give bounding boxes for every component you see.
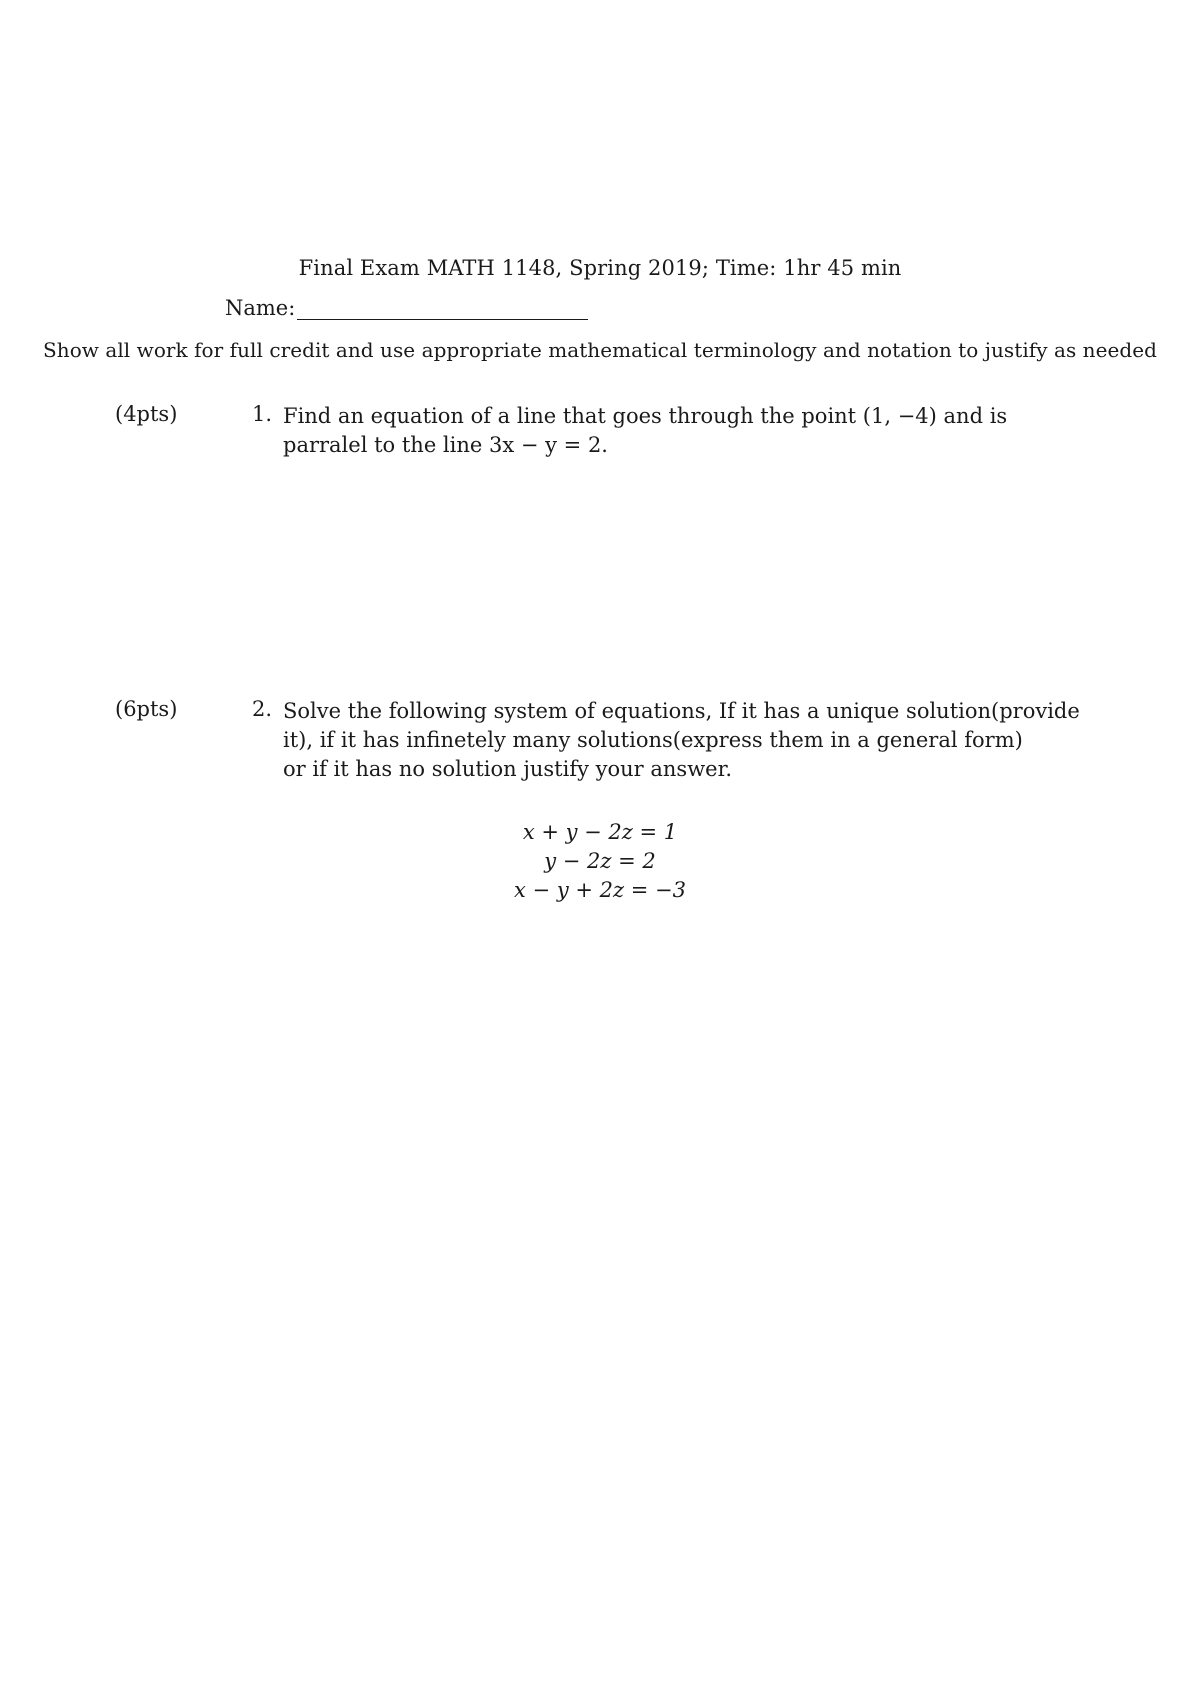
equation: x + y − 2z = 1 bbox=[522, 820, 678, 844]
problem-number: 2. bbox=[252, 697, 273, 721]
problem-text-line: it), if it has infinetely many solutions(express them in a general form) bbox=[283, 728, 1023, 752]
name-field-row bbox=[225, 296, 588, 320]
equation-system bbox=[0, 818, 1200, 905]
problem-text-line: or if it has no solution justify your answer. bbox=[283, 757, 733, 781]
problem-text-line: parralel to the line 3x − y = 2. bbox=[283, 433, 608, 457]
name-label: Name: bbox=[225, 296, 296, 320]
problem-points: (6pts) bbox=[115, 697, 178, 721]
equation: y − 2z = 2 bbox=[544, 849, 656, 873]
problem-points: (4pts) bbox=[115, 402, 178, 426]
problem-text bbox=[283, 697, 1080, 784]
problem-text-line: Solve the following system of equations, If it has a unique solution(provide bbox=[283, 699, 1080, 723]
problem-text-line: Find an equation of a line that goes through the point (1, −4) and is bbox=[283, 404, 1008, 428]
equation: x − y + 2z = −3 bbox=[514, 878, 686, 902]
instructions: Show all work for full credit and use appropriate mathematical terminology and notation to justify as needed bbox=[43, 338, 1157, 362]
name-blank-line bbox=[297, 297, 588, 320]
exam-title: Final Exam MATH 1148, Spring 2019; Time: 1hr 45 min bbox=[298, 256, 902, 280]
problem-text bbox=[283, 402, 1028, 460]
problem-number: 1. bbox=[252, 402, 273, 426]
